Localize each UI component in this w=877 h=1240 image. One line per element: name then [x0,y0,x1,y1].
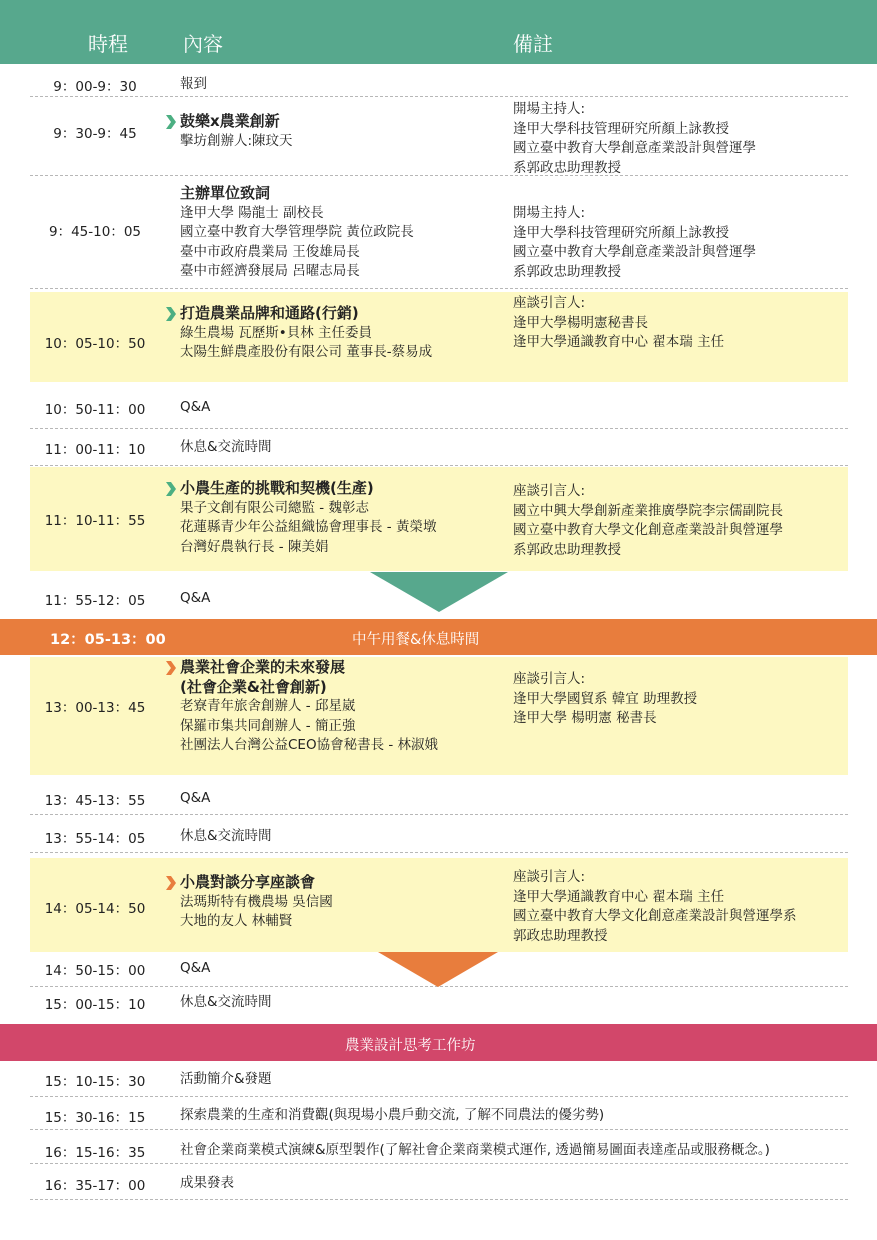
note-line: 系郭政忠助理教授 [513,159,621,176]
content-line: 老寮青年旅舍創辦人 - 邱星崴 [180,698,356,714]
note-line: 國立中興大學創新產業推廣學院李宗儒副院長 [513,502,783,519]
row-content [180,75,207,95]
row-content [180,993,272,1013]
row-content [180,1174,234,1194]
lunch-label: 中午用餐&休息時間 [352,632,480,648]
row-time: 14：50-15：00 [44,963,146,979]
session-title: 小農生產的挑戰和契機(生產) [180,479,374,497]
workshop-label: 農業設計思考工作坊 [345,1038,476,1054]
row-note [513,868,797,946]
table-header [0,0,877,64]
note-line: 逢甲大學 楊明憲 秘書長 [513,710,657,726]
content-line: 台灣好農執行長 - 陳美娟 [180,538,329,555]
row-time: 16：15-16：35 [44,1145,146,1161]
row-note [513,294,724,353]
row-time: 13：55-14：05 [44,831,146,847]
chevron-right-icon [164,307,178,321]
content-line: 休息&交流時間 [180,439,272,455]
content-line: 休息&交流時間 [180,828,272,844]
note-line: 逢甲大學通識教育中心 翟本瑞 主任 [513,334,725,350]
row-content [180,1070,272,1090]
row-note [513,482,783,560]
row-content [180,1141,770,1161]
note-line: 系郭政忠助理教授 [513,541,621,558]
content-line: 臺中市經濟發展局 呂曜志局長 [180,263,360,279]
session-title: 主辦單位致詞 [180,184,271,202]
content-line: 臺中市政府農業局 王俊雄局長 [180,243,360,260]
row-time: 10：50-11：00 [44,402,146,418]
content-line: 社團法人台灣公益CEO協會秘書長 - 林淑娥 [180,737,439,753]
row-time: 13：45-13：55 [44,793,146,809]
note-line: 國立臺中教育大學創意產業設計與營運學 [513,140,756,156]
note-line: 座談引言人: [513,869,586,885]
note-line: 系郭政忠助理教授 [513,263,621,280]
note-line: 國立臺中教育大學文化創意產業設計與營運學 [513,522,783,538]
note-line: 國立臺中教育大學創意產業設計與營運學 [513,244,756,260]
row-divider [30,1129,848,1130]
header-content: 內容 [183,32,223,56]
content-line: 綠生農場 瓦歷斯•貝林 主任委員 [180,324,373,341]
row-content [180,112,293,151]
row-content [180,789,210,809]
lunch-band [0,619,877,655]
content-line: 探索農業的生產和消費觀(與現場小農戶動交流, 了解不同農法的優劣勢) [180,1107,605,1123]
row-divider [30,96,848,97]
row-time: 9：30-9：45 [53,126,137,142]
content-line: 果子文創有限公司總監 - 魏彰志 [180,499,369,516]
row-content [180,1106,604,1126]
session-title: (社會企業&社會創新) [180,677,327,696]
note-line: 郭政忠助理教授 [513,927,608,944]
session-title: 農業社會企業的未來發展 [180,658,346,676]
content-line: 國立臺中教育大學管理學院 黃位政院長 [180,224,414,240]
row-time: 9：45-10：05 [49,224,141,240]
row-note [513,100,756,178]
content-line: 社會企業商業模式演練&原型製作(了解社會企業商業模式運作, 透過簡易圖面表達產品或服務概念。) [180,1142,770,1158]
content-line: 逢甲大學 陽龍士 副校長 [180,204,324,221]
row-content [180,479,436,557]
chevron-right-icon [164,876,178,890]
content-line: Q&A [180,399,211,415]
chevron-right-icon [164,115,178,129]
row-divider [30,465,848,466]
row-divider [30,814,848,815]
row-divider [30,852,848,853]
session-title: 打造農業品牌和通路(行銷) [180,304,359,322]
content-line: Q&A [180,790,211,806]
row-time: 15：00-15：10 [44,997,146,1013]
chevron-right-icon [164,482,178,496]
row-time: 14：05-14：50 [44,901,146,917]
row-divider [30,288,848,289]
note-line: 座談引言人: [513,295,586,311]
content-line: 活動簡介&發題 [180,1071,272,1087]
lunch-time: 12：05-13：00 [50,632,166,648]
row-divider [30,175,848,176]
row-note [513,670,697,729]
row-divider [30,1096,848,1097]
row-divider [30,1163,848,1164]
workshop-band [0,1024,877,1061]
note-line: 座談引言人: [513,671,586,687]
content-line: 休息&交流時間 [180,994,272,1010]
note-line: 逢甲大學國貿系 韓宜 助理教授 [513,690,698,707]
header-note: 備註 [513,32,553,56]
content-line: 擊坊創辦人:陳玟天 [180,132,293,149]
row-time: 10：05-10：50 [44,336,146,352]
session-title: 鼓樂x農業創新 [180,112,280,130]
note-line: 開場主持人: [513,101,586,117]
row-content [180,873,333,932]
row-content [180,827,272,847]
content-line: Q&A [180,590,211,606]
teal-arrow-down-icon [370,572,508,612]
content-line: 報到 [180,76,207,92]
note-line: 逢甲大學科技管理研究所顏上詠教授 [513,224,729,241]
row-divider [30,1199,848,1200]
row-content [180,438,272,458]
row-time: 15：30-16：15 [44,1110,146,1126]
row-note [513,204,756,282]
row-content [180,184,414,282]
row-time: 15：10-15：30 [44,1074,146,1090]
header-time: 時程 [88,32,128,56]
content-line: 花蓮縣青少年公益組織協會理事長 - 黃榮墩 [180,519,437,535]
content-line: 法瑪斯特有機農場 吳信國 [180,893,333,910]
note-line: 逢甲大學楊明憲秘書長 [513,314,648,331]
note-line: 國立臺中教育大學文化創意產業設計與營運學系 [513,908,797,924]
note-line: 逢甲大學通識教育中心 翟本瑞 主任 [513,888,725,905]
content-line: 保羅市集共同創辦人 - 簡正強 [180,717,356,734]
note-line: 逢甲大學科技管理研究所顏上詠教授 [513,120,729,137]
row-content [180,658,438,756]
row-content [180,959,210,979]
note-line: 開場主持人: [513,205,586,221]
row-content [180,304,432,363]
row-time: 13：00-13：45 [44,700,146,716]
content-line: 大地的友人 林輔賢 [180,913,293,929]
highlight-row [30,657,848,775]
row-content [180,398,210,418]
note-line: 座談引言人: [513,483,586,499]
row-time: 11：55-12：05 [44,593,146,609]
row-time: 16：35-17：00 [44,1178,146,1194]
row-divider [30,428,848,429]
content-line: Q&A [180,960,211,976]
orange-arrow-down-icon [378,952,498,987]
row-time: 11：10-11：55 [44,513,146,529]
session-title: 小農對談分享座談會 [180,873,316,891]
content-line: 成果發表 [180,1175,234,1191]
row-content [180,589,210,609]
row-time: 11：00-11：10 [44,442,146,458]
row-time: 9：00-9：30 [53,79,137,95]
content-line: 太陽生鮮農產股份有限公司 董事長-蔡易成 [180,344,433,360]
chevron-right-icon [164,661,178,675]
